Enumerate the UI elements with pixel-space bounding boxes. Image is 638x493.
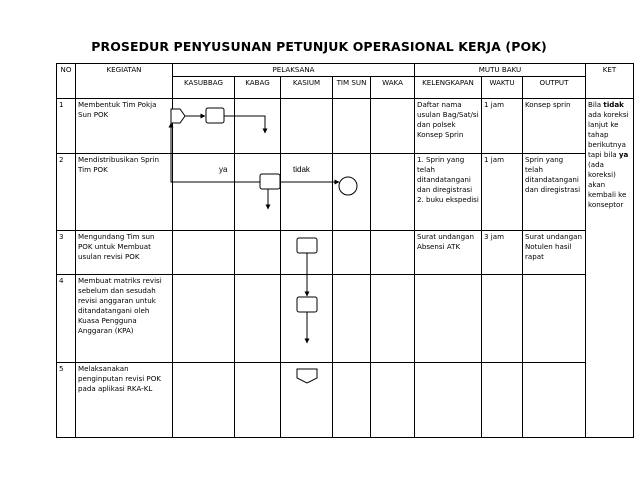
row-waktu: 3 jam [482,231,523,275]
header-kelengkapan: KELENGKAPAN [415,77,482,99]
row-waktu [482,363,523,438]
row-kegiatan: Membentuk Tim Pokja Sun POK [76,99,173,154]
row-kelengkapan: Surat undangan Absensi ATK [415,231,482,275]
procedure-table [56,63,634,438]
row-kelengkapan [415,363,482,438]
row-waktu: 1 jam [482,99,523,154]
flow-label-ya: ya [219,165,228,174]
row-kegiatan: Mengundang Tim sun POK untuk Membuat usulan revisi POK [76,231,173,275]
row-kegiatan: Membuat matriks revisi sebelum dan sesudah revisi anggaran untuk ditandatangani oleh Kuasa Pengguna Anggaran (KPA) [76,275,173,363]
table-row [57,154,634,231]
row-output: Surat undangan Notulen hasil rapat [523,231,586,275]
header-output: OUTPUT [523,77,586,99]
header-no: NO [57,64,76,99]
header-kabag: KABAG [235,77,281,99]
row-number: 5 [57,363,76,438]
header-pelaksana: PELAKSANA [173,64,415,77]
row-number: 1 [57,99,76,154]
header-mutu-baku: MUTU BAKU [415,64,586,77]
row-kelengkapan: 1. Sprin yang telah ditandatangani dan diregistrasi 2. buku ekspedisi [415,154,482,231]
header-ket: KET [586,64,634,99]
row-output [523,275,586,363]
header-waka: WAKA [371,77,415,99]
header-kegiatan: KEGIATAN [76,64,173,99]
row-waktu: 1 jam [482,154,523,231]
row-number: 4 [57,275,76,363]
document-title: PROSEDUR PENYUSUNAN PETUNJUK OPERASIONAL KERJA (POK) [91,39,547,54]
table-row [57,99,634,154]
table-row [57,231,634,275]
row-kelengkapan [415,275,482,363]
table-row [57,363,634,438]
row-kegiatan: Mendistribusikan Sprin Tim POK [76,154,173,231]
row-number: 3 [57,231,76,275]
ket-note: Bila tidak ada koreksi lanjut ke tahap berikutnya tapi bila ya (ada koreksi) akan kembali ke konseptor [586,99,634,438]
header-waktu: WAKTU [482,77,523,99]
header-kasium: KASIUM [281,77,333,99]
row-kegiatan: Melaksanakan penginputan revisi POK pada aplikasi RKA-KL [76,363,173,438]
header-kasubbag: KASUBBAG [173,77,235,99]
table-row [57,275,634,363]
header-tim-sun: TIM SUN [333,77,371,99]
row-output: Sprin yang telah ditandatangani dan diregistrasi [523,154,586,231]
row-output [523,363,586,438]
row-number: 2 [57,154,76,231]
row-waktu [482,275,523,363]
row-kelengkapan: Daftar nama usulan Bag/Sat/si dan polsek Konsep Sprin [415,99,482,154]
row-output: Konsep sprin [523,99,586,154]
flow-label-tidak: tidak [293,165,310,174]
